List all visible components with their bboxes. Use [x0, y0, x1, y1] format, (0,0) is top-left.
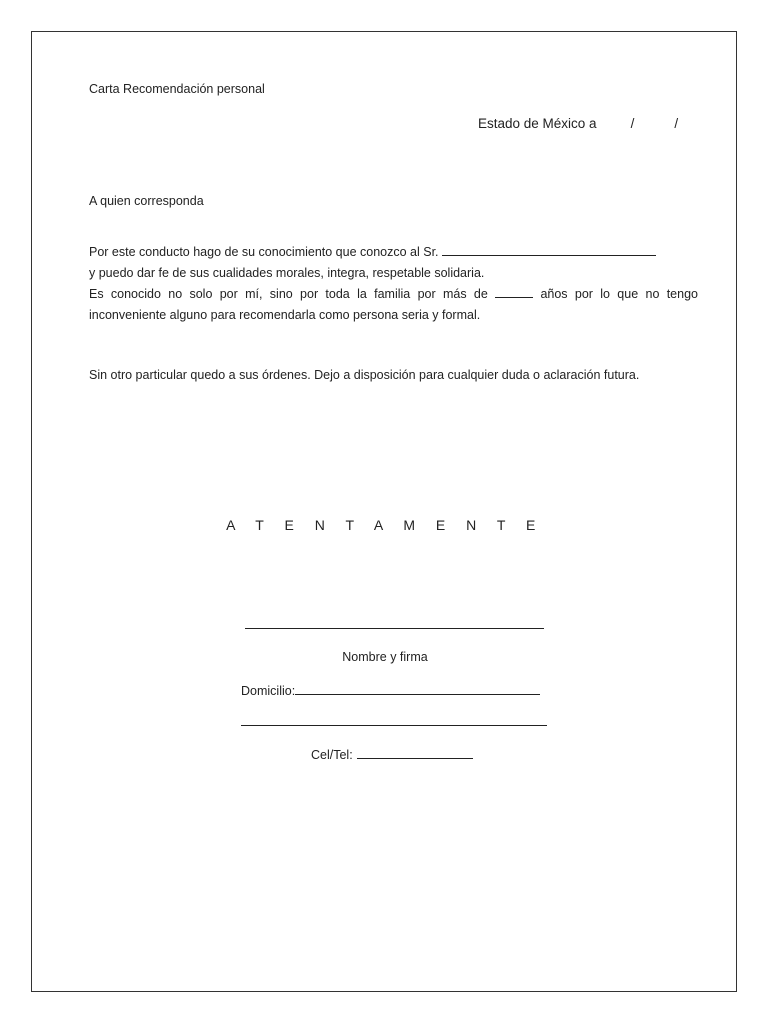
- body-line-3-start: Es conocido no solo por mí, sino por toda la familia por más de: [89, 287, 488, 301]
- place-date-label: Estado de México a: [478, 116, 597, 131]
- date-separator-1: /: [630, 116, 635, 131]
- letter-title: Carta Recomendación personal: [89, 82, 265, 96]
- salutation: A quien corresponda: [89, 194, 204, 208]
- signature-label: Nombre y firma: [342, 650, 428, 664]
- letter-page: [31, 31, 737, 992]
- letter-body: [89, 242, 698, 326]
- body-line-2: y puedo dar fe de sus cualidades morales, integra, respetable solidaria.: [89, 266, 485, 280]
- phone-label: Cel/Tel:: [311, 748, 353, 762]
- body-line-1-text: Por este conducto hago de su conocimiento que conozco al Sr.: [89, 245, 439, 259]
- date-separator-2: /: [674, 116, 679, 131]
- closing-paragraph: Sin otro particular quedo a sus órdenes. Dejo a disposición para cualquier duda o aclaración futura.: [89, 368, 640, 382]
- signoff: A T E N T A M E N T E: [226, 517, 544, 533]
- address-label: Domicilio:: [241, 684, 296, 698]
- place-date-line: [478, 116, 678, 132]
- body-line-1: [89, 242, 698, 263]
- signature-line: [245, 628, 544, 629]
- name-blank: [442, 243, 656, 256]
- years-blank: [495, 285, 533, 298]
- body-line-3-end: años por lo que no tengo: [540, 287, 698, 301]
- address-second-line: [241, 725, 547, 726]
- body-line-4: inconveniente alguno para recomendarla como persona seria y formal.: [89, 308, 481, 322]
- address-line: [241, 681, 540, 699]
- body-line-3: [89, 284, 698, 305]
- phone-blank: [357, 745, 473, 759]
- phone-line: [311, 745, 473, 763]
- address-blank: [295, 681, 540, 695]
